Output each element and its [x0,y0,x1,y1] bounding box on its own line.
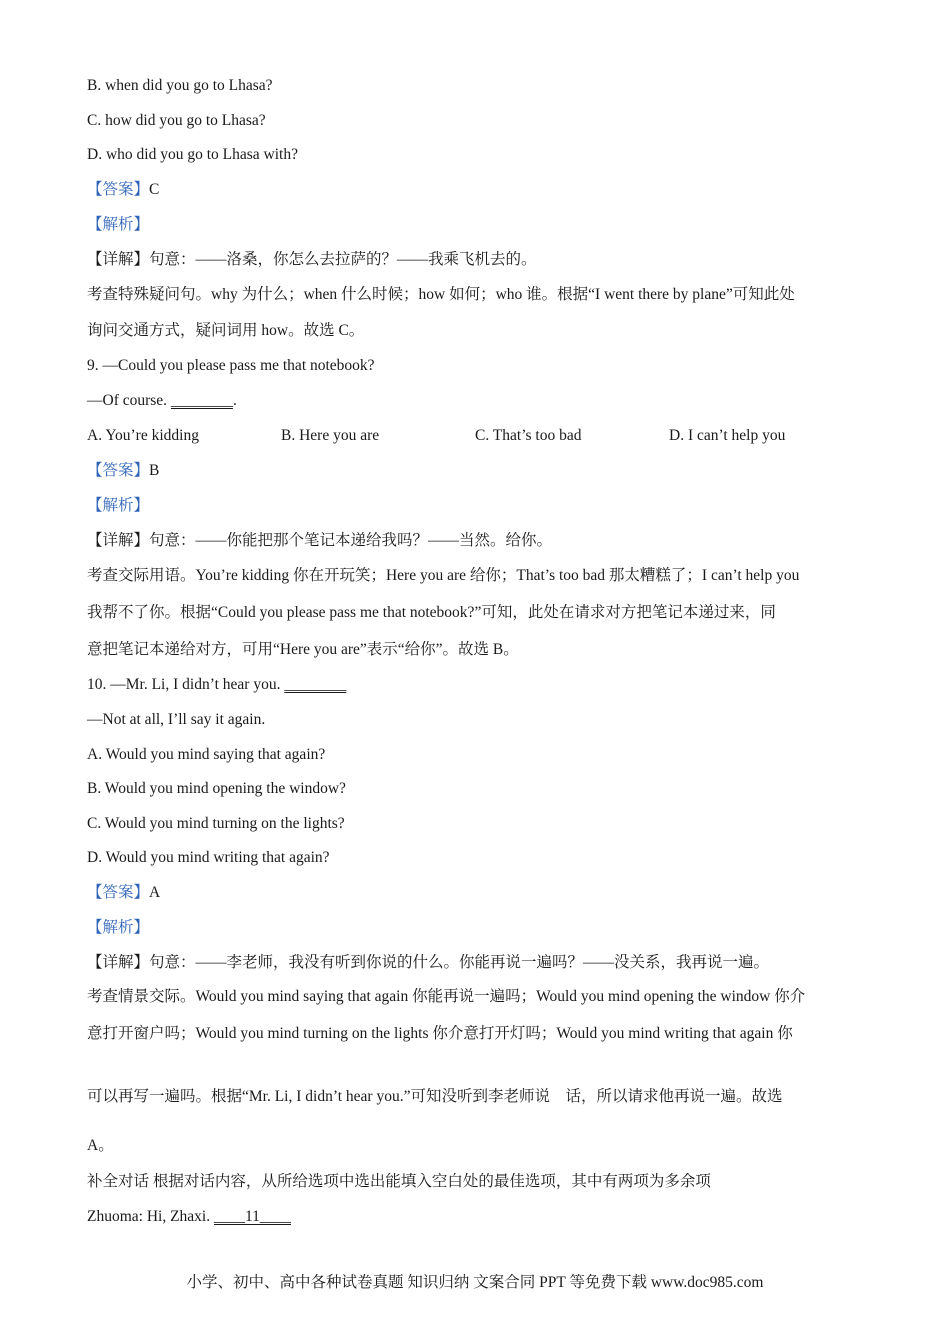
dialog-blank-11: ____11____ [214,1208,291,1225]
q9-stem-text: —Of course. [87,392,168,409]
dialog-speaker-text: Zhuoma: Hi, Zhaxi. [87,1208,211,1225]
detail-text: 句意：——洛桑，你怎么去拉萨的？——我乘飞机去的。 [149,251,537,268]
q10-stem-line-2: —Not at all, I’ll say it again. [87,711,266,728]
detail-tag: 【详解】 [87,251,150,268]
answer-value: B [149,462,160,479]
q10-option-d: D. Would you mind writing that again? [87,849,330,866]
q8-answer [87,180,159,200]
detail-tag: 【详解】 [87,532,150,549]
q9-option-c: C. That’s too bad [475,427,582,444]
q10-explanation-line-1: 考查情景交际。Would you mind saying that again 你能再说一遍吗；Would you mind opening the window 你介 [87,988,806,1005]
q9-option-b: B. Here you are [281,427,380,444]
answer-tag: 【答案】 [87,462,150,479]
q8-analysis-tag: 【解析】 [87,216,150,233]
q10-detail [87,953,769,973]
q10-option-c: C. Would you mind turning on the lights? [87,815,345,832]
q10-option-b: B. Would you mind opening the window? [87,780,346,797]
q10-analysis-tag: 【解析】 [87,919,150,936]
answer-value: C [149,181,160,198]
q8-explanation-line-1: 考查特殊疑问句。why 为什么；when 什么时候；how 如何；who 谁。根据“I went there by plane”可知此处 [87,286,795,303]
q10-blank: ________ [284,676,347,693]
q9-stem-line-1: 9. —Could you please pass me that notebook? [87,357,375,374]
answer-value: A [149,884,161,901]
answer-tag: 【答案】 [87,884,150,901]
q8-detail [87,250,537,270]
q8-explanation-line-2: 询问交通方式，疑问词用 how。故选 C。 [87,322,365,339]
q9-explanation-line-3: 意把笔记本递给对方，可用“Here you are”表示“给你”。故选 B。 [87,641,519,658]
detail-text: 句意：——你能把那个笔记本递给我吗？——当然。给你。 [149,532,553,549]
q9-analysis-tag: 【解析】 [87,497,150,514]
q8-option-b: B. when did you go to Lhasa? [87,77,273,94]
detail-tag: 【详解】 [87,954,150,971]
q9-answer [87,461,159,481]
q8-option-d: D. who did you go to Lhasa with? [87,146,298,163]
detail-text: 句意：——李老师，我没有听到你说的什么。你能再说一遍吗？——没关系，我再说一遍。 [149,954,770,971]
q9-explanation-line-1: 考查交际用语。You’re kidding 你在开玩笑；Here you are 给你；That’s too bad 那太糟糕了；I can’t help you [87,567,800,584]
q9-explanation-line-2: 我帮不了你。根据“Could you please pass me that notebook?”可知，此处在请求对方把笔记本递过来，同 [87,604,776,621]
q10-option-a: A. Would you mind saying that again? [87,746,326,763]
q10-stem-line-1 [87,675,346,695]
q9-stem-period: . [232,392,237,409]
q9-blank: ________ [170,392,233,409]
q9-stem-line-2 [87,391,237,411]
answer-tag: 【答案】 [87,181,150,198]
page-footer: 小学、初中、高中各种试卷真题 知识归纳 文案合同 PPT 等免费下载 www.doc985.com [186,1274,764,1291]
q10-explanation-line-4: A。 [87,1137,114,1154]
q9-option-d: D. I can’t help you [669,427,786,444]
section-instruction: 补全对话 根据对话内容，从所给选项中选出能填入空白处的最佳选项，其中有两项为多余项 [87,1173,711,1190]
dialog-line-1 [87,1207,291,1227]
q10-answer [87,883,160,903]
q10-stem-text: 10. —Mr. Li, I didn’t hear you. [87,676,281,693]
q10-explanation-line-3: 可以再写一遍吗。根据“Mr. Li, I didn’t hear you.”可知没听到李老师说 话，所以请求他再说一遍。故选 [87,1088,783,1105]
q8-option-c: C. how did you go to Lhasa? [87,112,266,129]
q9-detail [87,531,552,551]
q10-explanation-line-2: 意打开窗户吗；Would you mind turning on the lights 你介意打开灯吗；Would you mind writing that again 你 [87,1025,793,1042]
q9-option-a: A. You’re kidding [87,427,199,444]
